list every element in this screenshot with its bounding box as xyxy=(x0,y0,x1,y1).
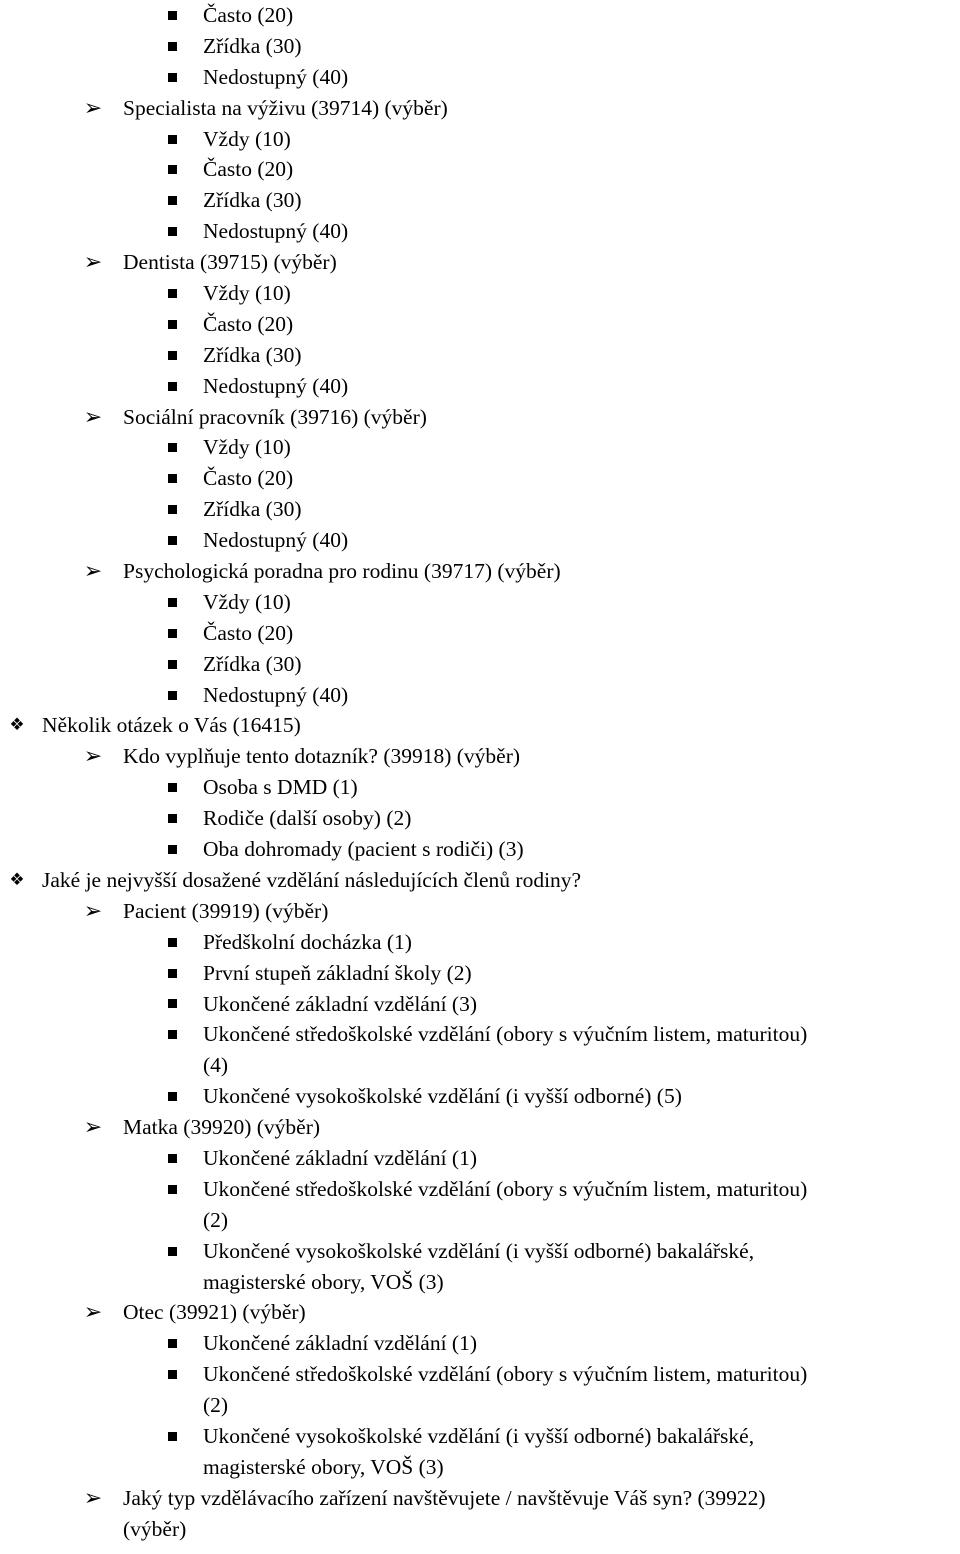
question-item-continuation xyxy=(0,1514,960,1545)
square-bullet-icon xyxy=(160,772,184,803)
section-heading xyxy=(0,710,960,741)
square-bullet-icon xyxy=(160,1236,184,1267)
answer-option-continuation xyxy=(0,1050,960,1081)
answer-option xyxy=(0,463,960,494)
line-text: Ukončené vysokoškolské vzdělání (i vyšší odborné) (5) xyxy=(203,1084,682,1109)
answer-option xyxy=(0,1174,960,1205)
line-text: Oba dohromady (pacient s rodiči) (3) xyxy=(203,837,524,862)
arrowhead-bullet-icon: ➢ xyxy=(83,249,103,275)
square-bullet-icon xyxy=(160,278,184,309)
answer-option xyxy=(0,494,960,525)
answer-option xyxy=(0,1359,960,1390)
line-text: Často (20) xyxy=(203,311,294,336)
line-text: Ukončené středoškolské vzdělání (obory s výučním listem, maturitou) xyxy=(203,1362,808,1387)
answer-option xyxy=(0,989,960,1020)
question-item xyxy=(0,1483,960,1514)
line-text: Často (20) xyxy=(203,3,294,27)
answer-option xyxy=(0,0,960,31)
line-text: Rodiče (další osoby) (2) xyxy=(203,806,412,831)
square-bullet-icon xyxy=(160,0,184,31)
line-text: (4) xyxy=(203,1053,229,1078)
question-item xyxy=(0,1297,960,1328)
line-text: Zřídka (30) xyxy=(203,651,302,676)
answer-option xyxy=(0,1143,960,1174)
square-bullet-icon xyxy=(160,803,184,834)
line-text: Vždy (10) xyxy=(203,126,291,151)
square-bullet-icon xyxy=(160,340,184,371)
square-bullet-icon xyxy=(160,494,184,525)
square-bullet-icon xyxy=(160,124,184,155)
answer-option-continuation xyxy=(0,1452,960,1483)
line-text: Jaký typ vzdělávacího zařízení navštěvujete / navštěvuje Váš syn? (39922) xyxy=(123,1485,766,1510)
line-text: Sociální pracovník (39716) (výběr) xyxy=(123,404,427,429)
line-text: Zřídka (30) xyxy=(203,33,302,58)
answer-option xyxy=(0,432,960,463)
answer-option xyxy=(0,680,960,711)
line-text: Ukončené vysokoškolské vzdělání (i vyšší odborné) bakalářské, xyxy=(203,1423,755,1448)
square-bullet-icon xyxy=(160,1328,184,1359)
line-text: (2) xyxy=(203,1393,229,1418)
square-bullet-icon xyxy=(160,1174,184,1205)
answer-option-continuation xyxy=(0,1205,960,1236)
square-bullet-icon xyxy=(160,154,184,185)
line-text: Jaké je nejvyšší dosažené vzdělání následujících členů rodiny? xyxy=(42,867,582,892)
line-text: Vždy (10) xyxy=(203,435,291,460)
square-bullet-icon xyxy=(160,525,184,556)
line-text: Předškolní docházka (1) xyxy=(203,929,412,954)
answer-option xyxy=(0,1019,960,1050)
answer-option xyxy=(0,772,960,803)
answer-option xyxy=(0,62,960,93)
line-text: Otec (39921) (výběr) xyxy=(123,1300,306,1325)
square-bullet-icon xyxy=(160,680,184,711)
answer-option xyxy=(0,154,960,185)
square-bullet-icon xyxy=(160,371,184,402)
square-bullet-icon xyxy=(160,309,184,340)
arrowhead-bullet-icon: ➢ xyxy=(83,558,103,584)
arrowhead-bullet-icon: ➢ xyxy=(83,403,103,429)
answer-option xyxy=(0,834,960,865)
answer-option xyxy=(0,340,960,371)
answer-option xyxy=(0,1081,960,1112)
line-text: Osoba s DMD (1) xyxy=(203,775,358,800)
line-text: Ukončené základní vzdělání (1) xyxy=(203,1145,477,1170)
square-bullet-icon xyxy=(160,1019,184,1050)
line-text: Často (20) xyxy=(203,466,294,491)
question-item xyxy=(0,1112,960,1143)
line-text: První stupeň základní školy (2) xyxy=(203,960,472,985)
line-text: magisterské obory, VOŠ (3) xyxy=(203,1454,444,1479)
answer-option xyxy=(0,216,960,247)
answer-option xyxy=(0,1421,960,1452)
line-text: Několik otázek o Vás (16415) xyxy=(42,713,301,738)
question-item xyxy=(0,896,960,927)
question-item xyxy=(0,402,960,433)
line-text: Nedostupný (40) xyxy=(203,682,349,707)
line-text: Zřídka (30) xyxy=(203,188,302,213)
question-item xyxy=(0,556,960,587)
square-bullet-icon xyxy=(160,463,184,494)
line-text: Pacient (39919) (výběr) xyxy=(123,898,329,923)
answer-option xyxy=(0,185,960,216)
line-text: Ukončené středoškolské vzdělání (obory s výučním listem, maturitou) xyxy=(203,1022,808,1047)
answer-option xyxy=(0,587,960,618)
square-bullet-icon xyxy=(160,1143,184,1174)
answer-option xyxy=(0,1236,960,1267)
line-text: Dentista (39715) (výběr) xyxy=(123,250,337,275)
square-bullet-icon xyxy=(160,1359,184,1390)
answer-option xyxy=(0,958,960,989)
line-text: Specialista na výživu (39714) (výběr) xyxy=(123,95,448,120)
square-bullet-icon xyxy=(160,216,184,247)
diamond-bullet-icon: ❖ xyxy=(9,869,25,889)
arrowhead-bullet-icon: ➢ xyxy=(83,897,103,923)
arrowhead-bullet-icon: ➢ xyxy=(83,1299,103,1325)
line-text: Často (20) xyxy=(203,157,294,182)
answer-option xyxy=(0,927,960,958)
square-bullet-icon xyxy=(160,649,184,680)
line-text: (2) xyxy=(203,1207,229,1232)
line-text: Vždy (10) xyxy=(203,281,291,306)
line-text: Ukončené vysokoškolské vzdělání (i vyšší odborné) bakalářské, xyxy=(203,1238,755,1263)
square-bullet-icon xyxy=(160,618,184,649)
question-item xyxy=(0,93,960,124)
square-bullet-icon xyxy=(160,587,184,618)
line-text: magisterské obory, VOŠ (3) xyxy=(203,1269,444,1294)
question-item xyxy=(0,741,960,772)
square-bullet-icon xyxy=(160,834,184,865)
square-bullet-icon xyxy=(160,989,184,1020)
answer-option xyxy=(0,124,960,155)
answer-option xyxy=(0,525,960,556)
arrowhead-bullet-icon: ➢ xyxy=(83,743,103,769)
line-text: Nedostupný (40) xyxy=(203,64,349,89)
line-text: Ukončené středoškolské vzdělání (obory s výučním listem, maturitou) xyxy=(203,1176,808,1201)
line-text: Často (20) xyxy=(203,620,294,645)
square-bullet-icon xyxy=(160,62,184,93)
arrowhead-bullet-icon: ➢ xyxy=(83,94,103,120)
arrowhead-bullet-icon: ➢ xyxy=(83,1484,103,1510)
answer-option xyxy=(0,803,960,834)
line-text: (výběr) xyxy=(123,1516,187,1541)
answer-option xyxy=(0,1328,960,1359)
square-bullet-icon xyxy=(160,1421,184,1452)
square-bullet-icon xyxy=(160,185,184,216)
line-text: Nedostupný (40) xyxy=(203,219,349,244)
line-text: Kdo vyplňuje tento dotazník? (39918) (výběr) xyxy=(123,744,521,769)
line-text: Ukončené základní vzdělání (1) xyxy=(203,1331,477,1356)
square-bullet-icon xyxy=(160,1081,184,1112)
square-bullet-icon xyxy=(160,927,184,958)
line-text: Zřídka (30) xyxy=(203,342,302,367)
answer-option xyxy=(0,278,960,309)
section-heading xyxy=(0,865,960,896)
square-bullet-icon xyxy=(160,432,184,463)
answer-option xyxy=(0,309,960,340)
line-text: Nedostupný (40) xyxy=(203,373,349,398)
square-bullet-icon xyxy=(160,958,184,989)
diamond-bullet-icon: ❖ xyxy=(9,715,25,735)
answer-option xyxy=(0,371,960,402)
answer-option-continuation xyxy=(0,1267,960,1298)
arrowhead-bullet-icon: ➢ xyxy=(83,1114,103,1140)
line-text: Matka (39920) (výběr) xyxy=(123,1115,321,1140)
answer-option xyxy=(0,649,960,680)
answer-option xyxy=(0,31,960,62)
line-text: Psychologická poradna pro rodinu (39717) (výběr) xyxy=(123,559,561,584)
answer-option xyxy=(0,618,960,649)
line-text: Nedostupný (40) xyxy=(203,528,349,553)
line-text: Zřídka (30) xyxy=(203,497,302,522)
line-text: Ukončené základní vzdělání (3) xyxy=(203,991,477,1016)
answer-option-continuation xyxy=(0,1390,960,1421)
question-item xyxy=(0,247,960,278)
line-text: Vždy (10) xyxy=(203,589,291,614)
square-bullet-icon xyxy=(160,31,184,62)
